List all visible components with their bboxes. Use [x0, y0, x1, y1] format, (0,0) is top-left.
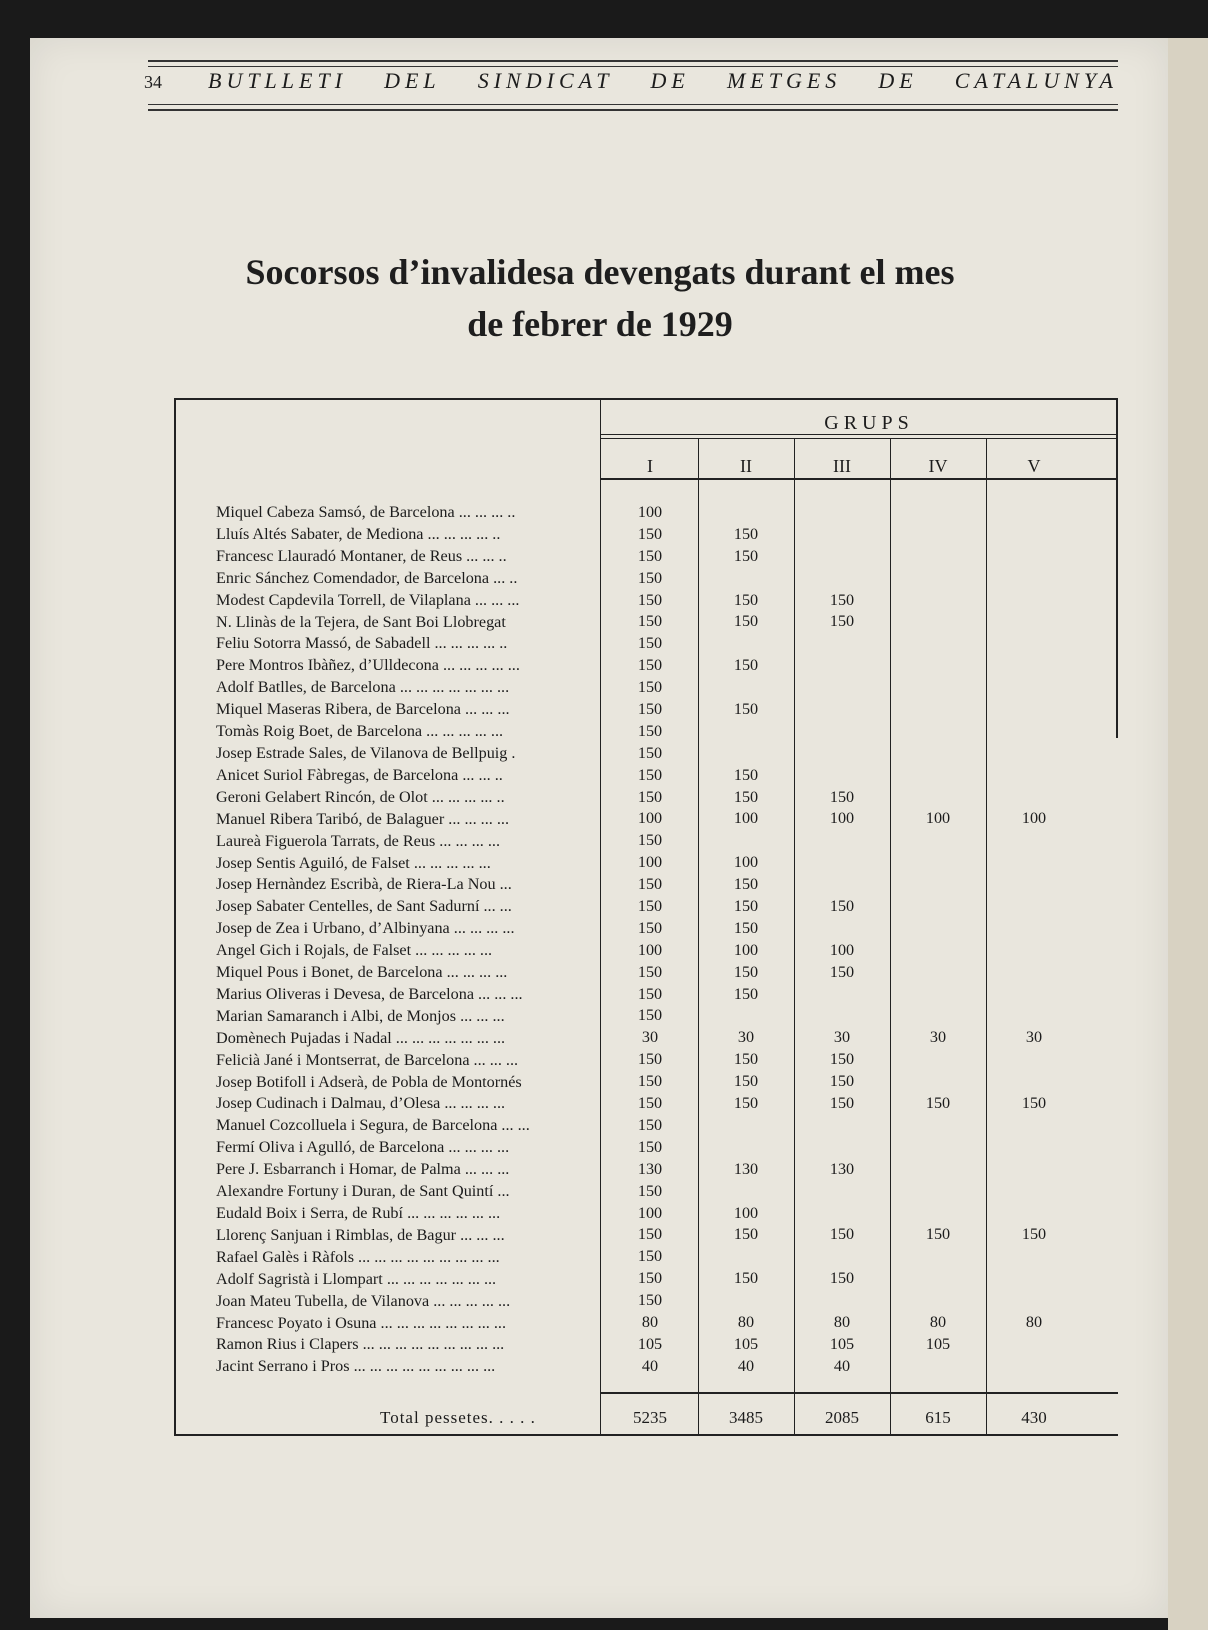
total-value: 5235 — [633, 1408, 667, 1427]
amount-cell — [986, 1268, 1082, 1290]
amount-cell — [794, 1181, 890, 1203]
amount-cell: 80 — [737, 1312, 755, 1331]
amount-cell: 40 — [737, 1356, 755, 1375]
group-header-rule — [600, 438, 1118, 439]
amount-cell: 150 — [637, 1269, 663, 1288]
amount-cell: 150 — [637, 831, 663, 850]
amount-cell — [794, 830, 890, 852]
amount-cell: 150 — [637, 590, 663, 609]
amount-cell — [890, 874, 986, 896]
amount-cell: 150 — [637, 546, 663, 565]
amount-cell: 150 — [733, 962, 759, 981]
amount-cell — [698, 502, 794, 524]
amount-cell: 150 — [637, 568, 663, 587]
beneficiary-name: Josep Sentis Aguiló, de Falset ... ... ... ... ... — [216, 853, 491, 872]
beneficiary-name: Joan Mateu Tubella, de Vilanova ... ... ... ... ... — [216, 1291, 511, 1310]
column-v-values — [986, 502, 1082, 1378]
column-header-ii: II — [740, 456, 752, 476]
amount-cell — [986, 1137, 1082, 1159]
amount-cell — [986, 918, 1082, 940]
amount-cell: 40 — [641, 1356, 659, 1375]
amount-cell: 150 — [733, 590, 759, 609]
beneficiary-name: Geroni Gelabert Rincón, de Olot ... ... ... ... .. — [216, 787, 505, 806]
amount-cell — [986, 1356, 1082, 1378]
amount-cell: 150 — [733, 524, 759, 543]
amount-cell — [794, 524, 890, 546]
amount-cell — [890, 1071, 986, 1093]
amount-cell — [986, 743, 1082, 765]
amount-cell: 30 — [737, 1028, 755, 1047]
beneficiary-name: Laureà Figuerola Tarrats, de Reus ... ... ... ... — [216, 831, 501, 850]
amount-cell: 150 — [829, 1094, 855, 1113]
amount-cell — [986, 940, 1082, 962]
beneficiary-name: Adolf Batlles, de Barcelona ... ... ... ... ... ... ... — [216, 678, 510, 697]
amount-cell — [698, 743, 794, 765]
column-iv-values — [890, 502, 986, 1378]
amount-cell — [794, 1290, 890, 1312]
amount-cell — [890, 590, 986, 612]
amount-cell: 150 — [1021, 1094, 1047, 1113]
amount-cell: 100 — [733, 853, 759, 872]
amount-cell — [986, 524, 1082, 546]
amount-cell: 100 — [733, 809, 759, 828]
amount-cell: 80 — [641, 1312, 659, 1331]
journal-title-word: SINDICAT — [477, 68, 614, 93]
beneficiary-name: Rafael Galès i Ràfols ... ... ... ... ... ... ... ... ... — [216, 1247, 500, 1266]
amount-cell — [890, 1290, 986, 1312]
amount-cell: 150 — [829, 1225, 855, 1244]
total-value: 615 — [925, 1408, 951, 1427]
header-rule — [148, 60, 1118, 62]
amount-cell — [890, 940, 986, 962]
column-iii-values — [794, 502, 890, 1378]
table-border-bottom — [174, 1434, 1118, 1436]
amount-cell — [890, 765, 986, 787]
amount-cell — [986, 1203, 1082, 1225]
amount-cell: 150 — [925, 1094, 951, 1113]
amount-cell — [890, 633, 986, 655]
amount-cell — [890, 1137, 986, 1159]
amount-cell: 150 — [637, 1072, 663, 1091]
amount-cell: 130 — [637, 1159, 663, 1178]
journal-title-word: BUTLLETI — [208, 68, 348, 93]
beneficiary-name: N. Llinàs de la Tejera, de Sant Boi Llobregat — [216, 612, 506, 631]
amount-cell — [890, 1246, 986, 1268]
beneficiary-name: Eudald Boix i Serra, de Rubí ... ... ... ... ... ... — [216, 1204, 501, 1222]
article-title — [160, 246, 1040, 350]
amount-cell — [794, 1203, 890, 1225]
amount-cell: 150 — [829, 1269, 855, 1288]
column-header-v: V — [1027, 456, 1041, 476]
amount-cell — [890, 524, 986, 546]
beneficiary-name: Manuel Ribera Taribó, de Balaguer ... ... ... ... — [216, 809, 510, 828]
amount-cell — [794, 633, 890, 655]
amount-cell: 105 — [829, 1334, 855, 1353]
beneficiary-name: Josep Estrade Sales, de Vilanova de Bellpuig . — [216, 743, 516, 762]
page-number: 34 — [144, 72, 162, 92]
amount-cell — [698, 1181, 794, 1203]
amount-cell: 80 — [833, 1312, 851, 1331]
amount-cell: 40 — [833, 1356, 851, 1375]
journal-title-word: CATALUNYA — [954, 68, 1118, 93]
amount-cell — [890, 699, 986, 721]
beneficiary-name: Josep de Zea i Urbano, d’Albinyana ... ... ... ... — [216, 919, 515, 938]
amount-cell: 150 — [637, 634, 663, 653]
amount-cell — [698, 830, 794, 852]
amount-cell — [986, 1005, 1082, 1027]
amount-cell — [794, 655, 890, 677]
beneficiary-name: Pere J. Esbarranch i Homar, de Palma ... ... ... — [216, 1160, 510, 1179]
header-rule — [148, 109, 1118, 111]
beneficiary-name: Jacint Serrano i Pros ... ... ... ... ... ... ... ... ... — [216, 1357, 496, 1376]
amount-cell — [890, 1049, 986, 1071]
beneficiary-name: Adolf Sagristà i Llompart ... ... ... ... ... ... ... — [216, 1269, 497, 1288]
amount-cell: 150 — [637, 1094, 663, 1113]
amount-cell — [890, 1005, 986, 1027]
amount-cell: 150 — [733, 612, 759, 631]
amount-cell: 80 — [929, 1312, 947, 1331]
running-header — [144, 60, 1118, 112]
amount-cell: 150 — [829, 962, 855, 981]
amount-cell — [890, 1268, 986, 1290]
amount-cell — [698, 633, 794, 655]
amount-cell — [698, 568, 794, 590]
column-header-rule — [600, 478, 1118, 480]
amount-cell: 150 — [637, 1181, 663, 1200]
amount-cell — [794, 1246, 890, 1268]
amount-cell: 30 — [641, 1028, 659, 1047]
amount-cell: 150 — [637, 1225, 663, 1244]
amount-cell — [986, 830, 1082, 852]
amount-cell — [794, 984, 890, 1006]
table-border-top — [174, 398, 1118, 400]
amount-cell — [986, 1334, 1082, 1356]
amount-cell — [890, 852, 986, 874]
amount-cell — [986, 1181, 1082, 1203]
amount-cell — [698, 677, 794, 699]
beneficiary-name: Angel Gich i Rojals, de Falset ... ... ... ... ... — [216, 941, 493, 960]
total-label: Total pessetes. . . . . — [380, 1408, 536, 1427]
amount-cell: 150 — [733, 1225, 759, 1244]
amount-cell: 150 — [1021, 1225, 1047, 1244]
amount-cell: 105 — [925, 1334, 951, 1353]
amount-cell — [890, 1115, 986, 1137]
amount-cell — [890, 918, 986, 940]
amount-cell: 150 — [733, 1050, 759, 1069]
amount-cell: 100 — [637, 1203, 663, 1222]
amount-cell: 150 — [637, 962, 663, 981]
amount-cell: 100 — [637, 809, 663, 828]
beneficiary-name: Josep Hernàndez Escribà, de Riera-La Nou ... — [216, 875, 512, 894]
amount-cell: 100 — [1021, 809, 1047, 828]
amount-cell — [794, 852, 890, 874]
amount-cell — [794, 546, 890, 568]
amount-cell — [698, 1290, 794, 1312]
amount-cell: 100 — [733, 940, 759, 959]
journal-title-word: METGES — [726, 68, 842, 93]
amount-cell — [986, 896, 1082, 918]
beneficiary-name: Miquel Maseras Ribera, de Barcelona ... ... ... — [216, 700, 510, 719]
beneficiary-name: Josep Cudinach i Dalmau, d’Olesa ... ... ... ... — [216, 1094, 506, 1113]
total-value: 3485 — [729, 1408, 763, 1427]
amount-cell: 30 — [833, 1028, 851, 1047]
amount-cell — [890, 1159, 986, 1181]
beneficiary-name: Josep Sabater Centelles, de Sant Sadurní ... ... — [216, 897, 512, 916]
beneficiary-name: Marius Oliveras i Devesa, de Barcelona ... ... ... — [216, 984, 523, 1003]
amount-cell — [986, 1115, 1082, 1137]
amount-cell — [890, 1181, 986, 1203]
beneficiary-name: Enric Sánchez Comendador, de Barcelona ... .. — [216, 568, 518, 587]
amount-cell: 150 — [733, 656, 759, 675]
beneficiary-names — [216, 502, 628, 1378]
amount-cell — [986, 721, 1082, 743]
beneficiary-name: Pere Montros Ibàñez, d’Ulldecona ... ... ... ... ... — [216, 656, 520, 675]
total-value: 430 — [1021, 1408, 1047, 1427]
table-border-right — [1116, 398, 1118, 738]
amount-cell — [794, 1115, 890, 1137]
column-header-iii: III — [833, 456, 851, 476]
amount-cell: 150 — [829, 590, 855, 609]
amount-cell — [794, 721, 890, 743]
amount-cell — [890, 1203, 986, 1225]
amount-cell: 150 — [637, 1247, 663, 1266]
beneficiary-name: Josep Botifoll i Adserà, de Pobla de Montornés — [216, 1072, 522, 1091]
amount-cell — [986, 984, 1082, 1006]
benefits-table — [180, 398, 1118, 1448]
amount-cell — [890, 896, 986, 918]
amount-cell: 80 — [1025, 1312, 1043, 1331]
amount-cell — [794, 568, 890, 590]
amount-cell — [698, 1137, 794, 1159]
amount-cell: 150 — [733, 787, 759, 806]
column-header-iv: IV — [928, 456, 948, 476]
amount-cell: 100 — [637, 853, 663, 872]
amount-cell: 150 — [733, 765, 759, 784]
amount-cell: 150 — [637, 743, 663, 762]
beneficiary-name: Feliu Sotorra Massó, de Sabadell ... ... ... ... .. — [216, 634, 508, 653]
groups-heading: GRUPS — [824, 412, 914, 434]
amount-cell: 150 — [637, 1006, 663, 1025]
beneficiary-name: Manuel Cozcolluela i Segura, de Barcelona ... ... — [216, 1116, 530, 1135]
beneficiary-name: Marian Samaranch i Albi, de Monjos ... ... ... — [216, 1006, 505, 1025]
header-rule — [148, 104, 1118, 105]
beneficiary-name: Llorenç Sanjuan i Rimblas, de Bagur ... ... ... — [216, 1225, 505, 1244]
amount-cell — [890, 1356, 986, 1378]
amount-cell — [986, 1071, 1082, 1093]
amount-cell: 105 — [733, 1334, 759, 1353]
amount-cell — [986, 546, 1082, 568]
amount-cell — [890, 611, 986, 633]
column-header-i: I — [647, 456, 653, 476]
amount-cell — [986, 1246, 1082, 1268]
amount-cell — [794, 1005, 890, 1027]
amount-cell: 130 — [829, 1159, 855, 1178]
amount-cell: 150 — [637, 1137, 663, 1156]
amount-cell — [890, 743, 986, 765]
amount-cell — [794, 1137, 890, 1159]
beneficiary-name: Fermí Oliva i Agulló, de Barcelona ... ... ... ... — [216, 1138, 510, 1157]
amount-cell: 150 — [925, 1225, 951, 1244]
amount-cell — [986, 962, 1082, 984]
table-border-left — [174, 398, 176, 1434]
amount-cell — [794, 502, 890, 524]
amount-cell: 150 — [829, 612, 855, 631]
beneficiary-name: Tomàs Roig Boet, de Barcelona ... ... ... ... ... — [216, 722, 504, 741]
amount-cell: 150 — [637, 1115, 663, 1134]
amount-cell — [794, 677, 890, 699]
title-line-1: Socorsos d’invalidesa devengats durant el mes — [245, 252, 955, 292]
amount-cell — [698, 1246, 794, 1268]
amount-cell: 150 — [637, 765, 663, 784]
amount-cell: 150 — [829, 787, 855, 806]
amount-cell: 100 — [829, 809, 855, 828]
amount-cell: 105 — [637, 1334, 663, 1353]
amount-cell — [890, 655, 986, 677]
amount-cell — [986, 765, 1082, 787]
amount-cell — [986, 1159, 1082, 1181]
amount-cell — [986, 787, 1082, 809]
journal-title-word: DE — [878, 68, 918, 93]
amount-cell: 150 — [733, 984, 759, 1003]
amount-cell — [794, 743, 890, 765]
amount-cell — [986, 874, 1082, 896]
journal-title — [208, 68, 1118, 94]
amount-cell — [890, 677, 986, 699]
amount-cell — [890, 721, 986, 743]
amount-cell: 150 — [637, 1050, 663, 1069]
column-ii-values — [698, 502, 794, 1378]
amount-cell — [890, 787, 986, 809]
amount-cell — [986, 699, 1082, 721]
journal-title-word: DE — [650, 68, 690, 93]
amount-cell: 150 — [733, 897, 759, 916]
amount-cell — [794, 699, 890, 721]
beneficiary-name: Lluís Altés Sabater, de Mediona ... ... ... ... .. — [216, 524, 501, 543]
beneficiary-name: Alexandre Fortuny i Duran, de Sant Quintí ... — [216, 1182, 510, 1201]
amount-cell: 100 — [637, 503, 663, 521]
total-value: 2085 — [825, 1408, 859, 1427]
header-rule — [148, 66, 1118, 67]
amount-cell: 100 — [829, 940, 855, 959]
amount-cell: 30 — [929, 1028, 947, 1047]
amount-cell — [986, 1049, 1082, 1071]
beneficiary-name: Felicià Jané i Montserrat, de Barcelona ... ... ... — [216, 1050, 519, 1069]
title-line-2: de febrer de 1929 — [467, 304, 733, 344]
beneficiary-name: Miquel Pous i Bonet, de Barcelona ... ... ... ... — [216, 963, 508, 982]
beneficiary-name: Francesc Llauradó Montaner, de Reus ... ... .. — [216, 546, 507, 565]
amount-cell: 150 — [637, 524, 663, 543]
amount-cell: 150 — [637, 787, 663, 806]
amount-cell: 130 — [733, 1159, 759, 1178]
amount-cell: 150 — [733, 1269, 759, 1288]
amount-cell — [794, 765, 890, 787]
amount-cell: 150 — [637, 1291, 663, 1310]
amount-cell: 150 — [637, 656, 663, 675]
amount-cell: 150 — [733, 918, 759, 937]
amount-cell: 100 — [637, 940, 663, 959]
amount-cell: 150 — [829, 897, 855, 916]
amount-cell: 100 — [733, 1203, 759, 1222]
amount-cell — [890, 546, 986, 568]
adjacent-page-edge — [1168, 38, 1208, 1630]
amount-cell: 100 — [925, 809, 951, 828]
amount-cell — [698, 1005, 794, 1027]
amount-cell: 150 — [733, 1094, 759, 1113]
amount-cell: 150 — [637, 612, 663, 631]
amount-cell: 150 — [829, 1072, 855, 1091]
amount-cell — [986, 611, 1082, 633]
amount-cell — [890, 984, 986, 1006]
total-rule — [600, 1392, 1118, 1394]
amount-cell — [986, 655, 1082, 677]
beneficiary-name: Anicet Suriol Fàbregas, de Barcelona ... ... .. — [216, 765, 503, 784]
beneficiary-name: Domènech Pujadas i Nadal ... ... ... ... ... ... ... — [216, 1028, 506, 1047]
beneficiary-name: Francesc Poyato i Osuna ... ... ... ... ... ... ... ... — [216, 1313, 506, 1332]
beneficiary-name: Miquel Cabeza Samsó, de Barcelona ... ... ... .. — [216, 503, 516, 521]
amount-cell — [986, 633, 1082, 655]
amount-cell: 150 — [733, 546, 759, 565]
amount-cell — [698, 721, 794, 743]
amount-cell — [986, 677, 1082, 699]
amount-cell — [986, 590, 1082, 612]
amount-cell — [986, 502, 1082, 524]
amount-cell — [794, 918, 890, 940]
amount-cell — [890, 830, 986, 852]
amount-cell — [794, 874, 890, 896]
column-i-values — [602, 502, 698, 1378]
journal-title-word: DEL — [384, 68, 441, 93]
amount-cell: 150 — [637, 918, 663, 937]
amount-cell: 150 — [637, 984, 663, 1003]
amount-cell — [986, 568, 1082, 590]
amount-cell: 150 — [733, 875, 759, 894]
beneficiary-name: Modest Capdevila Torrell, de Vilaplana ... ... ... — [216, 590, 520, 609]
amount-cell — [986, 1290, 1082, 1312]
amount-cell: 30 — [1025, 1028, 1043, 1047]
amount-cell — [698, 1115, 794, 1137]
amount-cell — [890, 962, 986, 984]
amount-cell: 150 — [637, 700, 663, 719]
amount-cell — [890, 568, 986, 590]
amount-cell: 150 — [829, 1050, 855, 1069]
amount-cell — [890, 502, 986, 524]
beneficiary-name: Ramon Rius i Clapers ... ... ... ... ... ... ... ... ... — [216, 1335, 505, 1354]
amount-cell: 150 — [637, 875, 663, 894]
amount-cell: 150 — [637, 678, 663, 697]
amount-cell: 150 — [637, 721, 663, 740]
amount-cell: 150 — [637, 897, 663, 916]
amount-cell — [986, 852, 1082, 874]
amount-cell: 150 — [733, 700, 759, 719]
amount-cell: 150 — [733, 1072, 759, 1091]
